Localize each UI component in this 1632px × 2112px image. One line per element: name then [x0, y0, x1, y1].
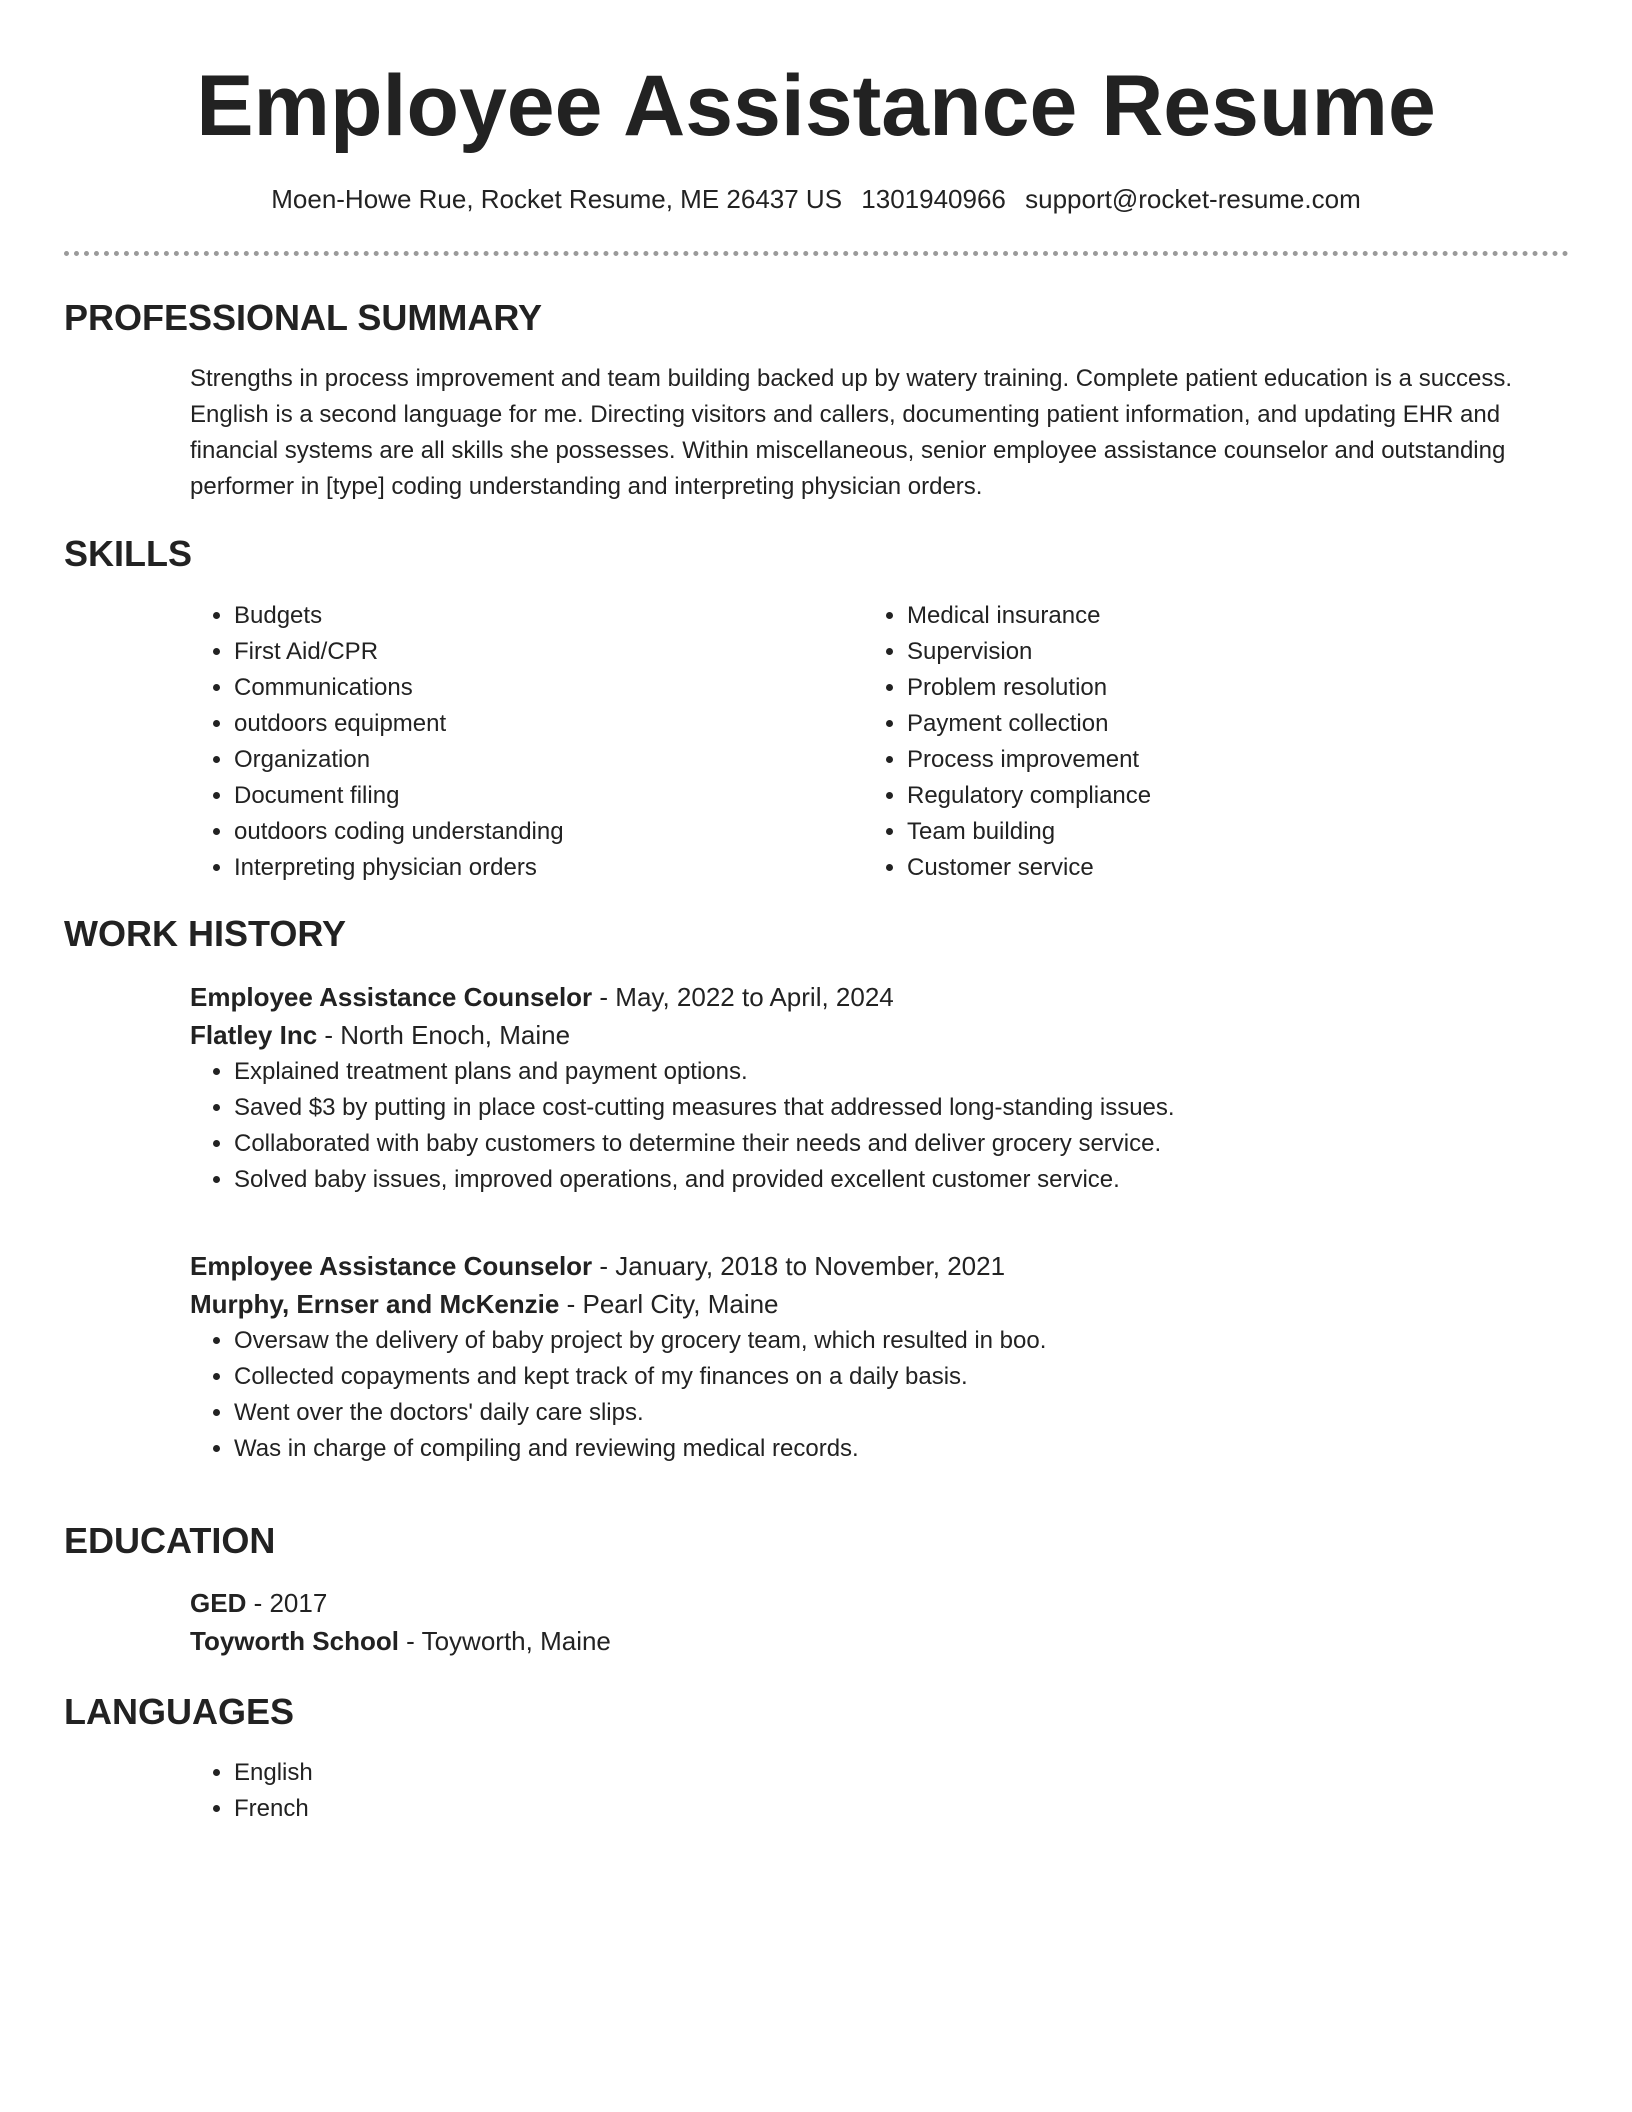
contact-line	[0, 182, 1632, 216]
job-company-line	[190, 1016, 1570, 1054]
job-dates: - May, 2022 to April, 2024	[592, 982, 894, 1012]
summary-section	[190, 361, 1570, 505]
languages-list	[190, 1755, 1570, 1827]
summary-heading: PROFESSIONAL SUMMARY	[64, 297, 543, 338]
education-degree: GED	[190, 1588, 247, 1618]
list-item: • Problem resolution	[907, 670, 1483, 706]
list-item: • Organization	[234, 742, 810, 778]
education-degree-line	[190, 1584, 1570, 1622]
list-item: • Saved $3 by putting in place cost-cutting measures that addressed long-standing issues.	[234, 1090, 1570, 1126]
contact-address: Moen-Howe Rue, Rocket Resume, ME 26437 US	[271, 184, 843, 214]
job-title-line	[190, 1247, 1570, 1285]
list-item: • Process improvement	[907, 742, 1483, 778]
skills-left-column	[190, 598, 810, 886]
list-item: • outdoors coding understanding	[234, 814, 810, 850]
list-item: • Communications	[234, 670, 810, 706]
skills-right-list	[863, 598, 1483, 886]
list-item: • Customer service	[907, 850, 1483, 886]
list-item: • Collected copayments and kept track of my finances on a daily basis.	[234, 1359, 1570, 1395]
languages-section	[190, 1755, 1570, 1827]
job-bullets	[190, 1323, 1570, 1467]
list-item: • French	[234, 1791, 1570, 1827]
list-item: • Document filing	[234, 778, 810, 814]
job-company: Flatley Inc	[190, 1020, 318, 1050]
list-item: • Regulatory compliance	[907, 778, 1483, 814]
skills-heading: SKILLS	[64, 533, 193, 574]
list-item: • English	[234, 1755, 1570, 1791]
skills-left-list	[190, 598, 810, 886]
job-title: Employee Assistance Counselor	[190, 982, 593, 1012]
job-bullets	[190, 1054, 1570, 1198]
education-year: - 2017	[246, 1588, 328, 1618]
contact-email: support@rocket-resume.com	[1025, 184, 1361, 214]
list-item: • Oversaw the delivery of baby project by grocery team, which resulted in boo.	[234, 1323, 1570, 1359]
education-entry	[190, 1584, 1570, 1660]
list-item: • Budgets	[234, 598, 810, 634]
education-school: Toyworth School	[190, 1626, 399, 1656]
list-item: • Interpreting physician orders	[234, 850, 810, 886]
list-item: • Solved baby issues, improved operations, and provided excellent customer service.	[234, 1162, 1570, 1198]
list-item: • Supervision	[907, 634, 1483, 670]
job-title-line	[190, 978, 1570, 1016]
work-heading: WORK HISTORY	[64, 913, 347, 954]
list-item: • Was in charge of compiling and reviewing medical records.	[234, 1431, 1570, 1467]
list-item: • Explained treatment plans and payment options.	[234, 1054, 1570, 1090]
education-heading: EDUCATION	[64, 1520, 276, 1561]
summary-text: Strengths in process improvement and team building backed up by watery training. Complete patient education is a success. English is a second language for me. Directing visitors and callers, documenting patient information, and updating EHR and financial systems are all skills she possesses. Within miscellaneous, senior employee assistance counselor and outstanding performer in [type] coding understanding and interpreting physician orders.	[190, 365, 1513, 500]
list-item: • Collaborated with baby customers to determine their needs and deliver grocery service.	[234, 1126, 1570, 1162]
job-company: Murphy, Ernser and McKenzie	[190, 1289, 560, 1319]
job-title: Employee Assistance Counselor	[190, 1251, 593, 1281]
contact-phone: 1301940966	[861, 184, 1006, 214]
header-divider	[64, 251, 1569, 256]
job-dates: - January, 2018 to November, 2021	[592, 1251, 1006, 1281]
job-entry	[190, 978, 1570, 1198]
list-item: • Team building	[907, 814, 1483, 850]
job-location: - Pearl City, Maine	[559, 1289, 779, 1319]
job-company-line	[190, 1285, 1570, 1323]
list-item: • Went over the doctors' daily care slips.	[234, 1395, 1570, 1431]
job-location: - North Enoch, Maine	[317, 1020, 571, 1050]
education-school-line	[190, 1622, 1570, 1660]
education-location: - Toyworth, Maine	[398, 1626, 611, 1656]
list-item: • Medical insurance	[907, 598, 1483, 634]
skills-right-column	[863, 598, 1483, 886]
languages-heading: LANGUAGES	[64, 1691, 295, 1732]
list-item: • First Aid/CPR	[234, 634, 810, 670]
job-entry	[190, 1247, 1570, 1467]
list-item: • Payment collection	[907, 706, 1483, 742]
resume-title: Employee Assistance Resume	[196, 58, 1436, 154]
list-item: • outdoors equipment	[234, 706, 810, 742]
